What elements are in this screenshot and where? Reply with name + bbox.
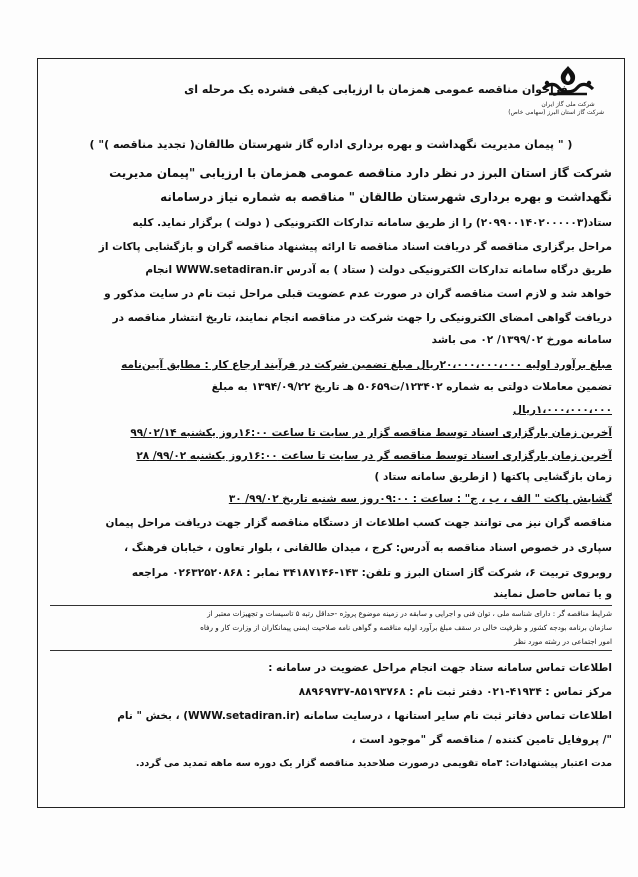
contact-line-1: مرکز تماس : ۴۱۹۳۴-۰۲۱ دفتر ثبت نام : ۸۵۱۹۳۷۶۸-۸۸۹۶۹۷۳۷ <box>298 686 612 698</box>
paragraph-3-line-3: روبروی تربیت ۶، شرکت گاز استان البرز و تلفن: ۱۴۳-۳۴۱۸۷۱۴۶ نمابر : ۰۲۶۳۲۵۲۰۸۶۸ مراجعه <box>131 567 612 579</box>
paragraph-1-line-6: خواهد شد و لازم است مناقصه گران در صورت عدم عضویت قبلی مراحل ثبت نام در سایت مذکور و <box>104 288 612 300</box>
separator-bottom <box>50 650 612 651</box>
estimate-line-1: مبلغ برآورد اولیه ۲۰،۰۰۰،۰۰۰،۰۰۰ریال مبلغ تضمین شرکت در فرآیند ارجاع کار : مطابق آیین‌نامه <box>121 359 612 371</box>
separator-top <box>50 605 612 606</box>
logo-caption-2: شرکت گاز استان البرز (سهامی خاص) <box>508 109 604 116</box>
deadline-bidder: آخرین زمان بارگزاری اسناد توسط مناقصه گر در سایت تا ساعت ۱۶:۰۰روز یکشنبه ۹۹/۰۲/ ۲۸ <box>136 450 612 462</box>
contact-line-2: اطلاعات تماس دفاتر ثبت نام سایر استانها ، درسایت سامانه (WWW.setadiran.ir) ، بخش " نام <box>117 710 612 722</box>
paragraph-3-line-4: و یا تماس حاصل نمایند <box>493 588 612 600</box>
paragraph-1-line-1: شرکت گاز استان البرز در نظر دارد مناقصه عمومی همزمان با ارزیابی "پیمان مدیریت <box>109 166 612 180</box>
estimate-line-2: تضمین معاملات دولتی به شماره ۱۲۳۴۰۲/ت۵۰۶۵۹ هـ تاریخ ۱۳۹۴/۰۹/۲۲ به مبلغ <box>211 381 612 393</box>
envelope-opening: گشایش پاکت " الف ، ب ، ج" : ساعت : ۰۹:۰۰روز سه شنبه تاریخ ۹۹/۰۲/ ۳۰ <box>228 493 612 505</box>
contact-line-3: "/ پروفایل تامین کننده / مناقصه گر "موجود است ، <box>351 734 612 746</box>
paragraph-1-line-5: طریق درگاه سامانه تدارکات الکترونیکی دولت ( ستاد ) به آدرس WWW.setadiran.ir انجام <box>145 264 612 276</box>
opening-time-label: زمان بازگشایی پاکتها ( ازطریق سامانه ستاد ) <box>374 471 612 483</box>
logo-caption-1: شرکت ملی گاز ایران <box>541 101 595 108</box>
paragraph-1-line-4: مراحل برگزاری مناقصه گر دریافت اسناد مناقصه تا ارائه پیشنهاد مناقصه گران و بازگشایی پاکات از <box>98 241 612 253</box>
guarantee-amount: ۱،۰۰۰،۰۰۰،۰۰۰ریال <box>512 404 612 416</box>
document-title: فراخوان مناقصه عمومی همزمان با ارزیابی کیفی فشرده یک مرحله ای <box>184 83 568 96</box>
proposal-validity: مدت اعتبار پیشنهادات: ۳ماه تقویمی درصورت صلاحدید مناقصه گزار یک دوره سه ماهه تمدید می گردد. <box>135 758 612 769</box>
bidder-conditions-line-1: شرایط مناقصه گر : دارای شناسه ملی ، توان فنی و اجرایی و سابقه در زمینه موضوع پروژه -حداقل رتبه ۵ تاسیسات و تجهیزات معتبر از <box>207 609 612 618</box>
paragraph-1-line-2: نگهداشت و بهره برداری شهرستان طالقان " مناقصه به شماره نیاز درسامانه <box>160 190 612 204</box>
paragraph-1-line-8: سامانه مورخ ۱۳۹۹/۰۲/ ۰۲ می باشد <box>431 334 612 346</box>
paragraph-1-line-7: دریافت گواهی امضای الکترونیکی را جهت شرکت در مناقصه انجام نمایند، تاریخ انتشار مناقصه در <box>112 312 612 324</box>
document-subtitle: ( " پیمان مدیریت نگهداشت و بهره برداری اداره گاز شهرستان طالقان( تجدید مناقصه )" ) <box>89 138 573 151</box>
bidder-conditions-line-3: امور اجتماعی در رشته مورد نظر <box>514 637 612 646</box>
deadline-organizer: آخرین زمان بارگزاری اسناد توسط مناقصه گزار در سایت تا ساعت ۱۶:۰۰روز یکشنبه ۹۹/۰۲/۱۴ <box>130 427 612 439</box>
paragraph-3-line-1: مناقصه گران نیز می توانند جهت کسب اطلاعات از دستگاه مناقصه گزار جهت دریافت مراحل پیمان <box>105 517 612 529</box>
document-frame <box>37 58 625 808</box>
contact-title: اطلاعات تماس سامانه ستاد جهت انجام مراحل عضویت در سامانه : <box>268 662 612 674</box>
paragraph-1-line-3: ستاد(۲۰۹۹۰۰۱۴۰۲۰۰۰۰۰۳) را از طریق سامانه تدارکات الکترونیکی ( دولت ) برگزار نماید. کلیه <box>132 217 612 229</box>
bidder-conditions-line-2: سازمان برنامه بودجه کشور و ظرفیت خالی در سقف مبلغ برآورد اولیه مناقصه و گواهی نامه صلاحیت ایمنی پیمانکاران از وزارت کار و رفاه <box>200 623 612 632</box>
paragraph-3-line-2: سپاری در خصوص اسناد مناقصه به آدرس: کرج ، میدان طالقانی ، بلوار تعاون ، خیابان فرهنگ ، <box>124 542 612 554</box>
